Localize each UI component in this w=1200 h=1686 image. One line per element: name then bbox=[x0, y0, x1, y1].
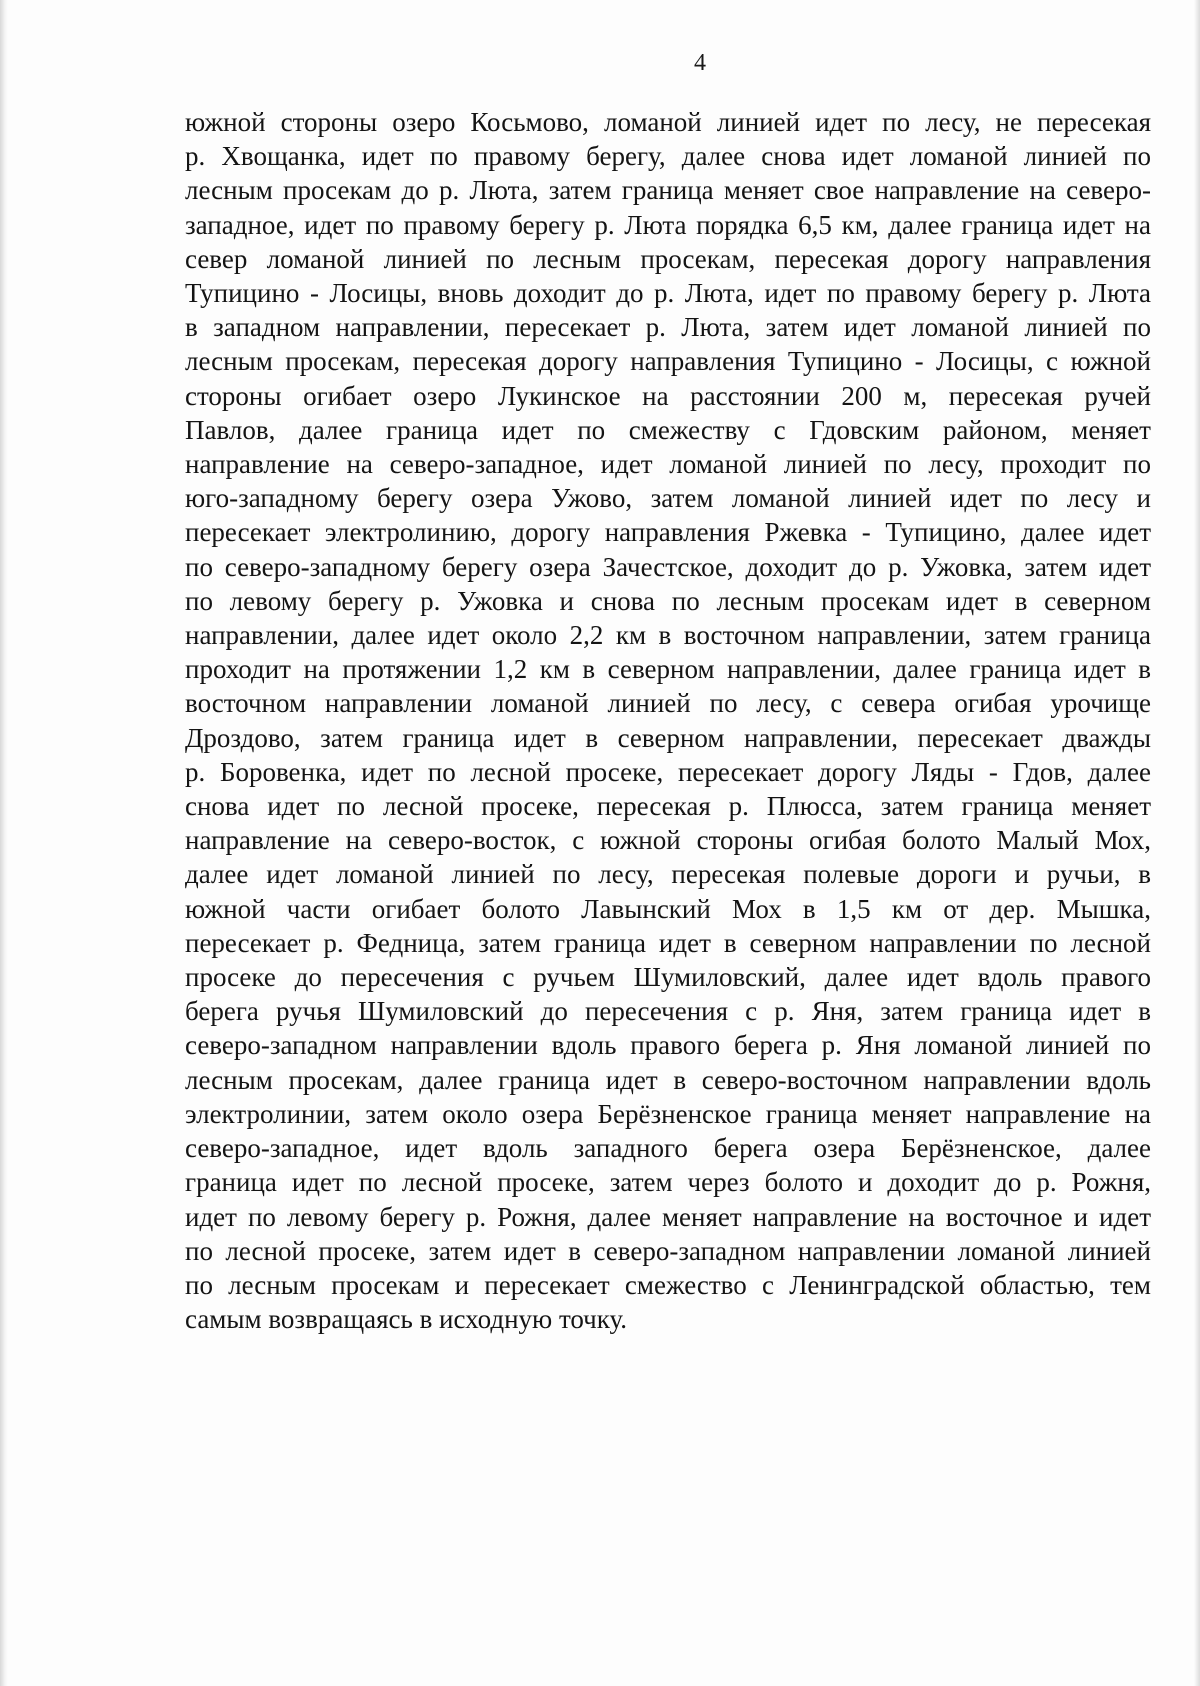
text-line: по лесной просеке, затем идет в северо-западном направлении ломаной линией bbox=[185, 1235, 1151, 1266]
text-line: по левому берегу р. Ужовка и снова по лесным просекам идет в северном bbox=[185, 585, 1151, 616]
text-line: в западном направлении, пересекает р. Люта, затем идет ломаной линией по bbox=[185, 312, 1151, 343]
text-line: лесным просекам, далее граница идет в северо-восточном направлении вдоль bbox=[185, 1064, 1151, 1095]
scan-edge-right bbox=[1194, 0, 1200, 1686]
text-line: по лесным просекам и пересекает смежество с Ленинградской областью, тем bbox=[185, 1269, 1151, 1300]
text-line: северо-западном направлении вдоль правого берега р. Яня ломаной линией по bbox=[185, 1030, 1151, 1061]
text-line: самым возвращаясь в исходную точку. bbox=[185, 1304, 628, 1335]
scan-edge-left bbox=[0, 0, 8, 1686]
page-number: 4 bbox=[694, 50, 706, 76]
text-line: направление на северо-западное, идет ломаной линией по лесу, проходит по bbox=[185, 449, 1151, 480]
text-line: Тупицино - Лосицы, вновь доходит до р. Люта, идет по правому берегу р. Люта bbox=[185, 278, 1151, 309]
text-line: южной части огибает болото Лавынский Мох в 1,5 км от дер. Мышка, bbox=[185, 893, 1151, 924]
text-line: направлении, далее идет около 2,2 км в восточном направлении, затем граница bbox=[185, 620, 1151, 651]
text-line: северо-западное, идет вдоль западного берега озера Берёзненское, далее bbox=[185, 1133, 1151, 1164]
text-line: лесным просекам, пересекая дорогу направления Тупицино - Лосицы, с южной bbox=[185, 346, 1151, 377]
text-line: р. Хвощанка, идет по правому берегу, далее снова идет ломаной линией по bbox=[185, 141, 1151, 172]
text-line: идет по левому берегу р. Рожня, далее меняет направление на восточное и идет bbox=[185, 1201, 1151, 1232]
text-line: север ломаной линией по лесным просекам, пересекая дорогу направления bbox=[185, 243, 1151, 274]
text-line: стороны огибает озеро Лукинское на расстоянии 200 м, пересекая ручей bbox=[185, 380, 1151, 411]
text-line: юго-западному берегу озера Ужово, затем ломаной линией идет по лесу и bbox=[185, 483, 1151, 514]
text-line: граница идет по лесной просеке, затем через болото и доходит до р. Рожня, bbox=[185, 1167, 1151, 1198]
text-line: Павлов, далее граница идет по смежеству с Гдовским районом, меняет bbox=[185, 414, 1151, 445]
text-line: пересекает р. Федница, затем граница идет в северном направлении по лесной bbox=[185, 927, 1151, 958]
text-line: лесным просекам до р. Люта, затем граница меняет свое направление на северо- bbox=[185, 175, 1151, 206]
body-text bbox=[185, 105, 1151, 1336]
text-line: восточном направлении ломаной линией по лесу, с севера огибая урочище bbox=[185, 688, 1151, 719]
text-line: западное, идет по правому берегу р. Люта порядка 6,5 км, далее граница идет на bbox=[185, 209, 1151, 240]
text-line: снова идет по лесной просеке, пересекая р. Плюсса, затем граница меняет bbox=[185, 791, 1151, 822]
text-line: Дроздово, затем граница идет в северном направлении, пересекает дважды bbox=[185, 722, 1151, 753]
text-line: по северо-западному берегу озера Зачестское, доходит до р. Ужовка, затем идет bbox=[185, 551, 1151, 582]
text-line: просеке до пересечения с ручьем Шумиловский, далее идет вдоль правого bbox=[185, 962, 1151, 993]
text-line: берега ручья Шумиловский до пересечения с р. Яня, затем граница идет в bbox=[185, 996, 1151, 1027]
text-line: южной стороны озеро Косьмово, ломаной линией идет по лесу, не пересекая bbox=[185, 107, 1151, 137]
text-line: направление на северо-восток, с южной стороны огибая болото Малый Мох, bbox=[185, 825, 1151, 856]
text-line: электролинии, затем около озера Берёзненское граница меняет направление на bbox=[185, 1098, 1151, 1129]
text-line: пересекает электролинию, дорогу направления Ржевка - Тупицино, далее идет bbox=[185, 517, 1151, 548]
text-line: проходит на протяжении 1,2 км в северном направлении, далее граница идет в bbox=[185, 654, 1151, 685]
text-line: далее идет ломаной линией по лесу, пересекая полевые дороги и ручьи, в bbox=[185, 859, 1151, 890]
text-line: р. Боровенка, идет по лесной просеке, пересекает дорогу Ляды - Гдов, далее bbox=[185, 756, 1151, 787]
